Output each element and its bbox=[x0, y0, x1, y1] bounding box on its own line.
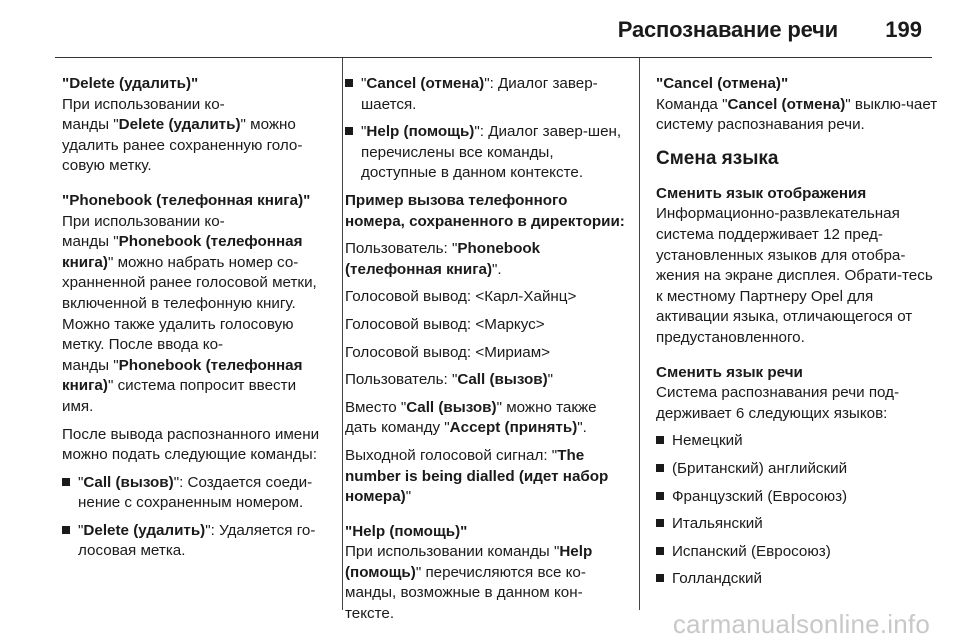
column-1 bbox=[62, 74, 330, 569]
voice-output-line: Голосовой вывод: <Мириам> bbox=[345, 343, 551, 361]
list-item: Голландский bbox=[656, 569, 938, 590]
cancel-heading: "Cancel (отмена)" bbox=[656, 75, 789, 92]
column-2 bbox=[345, 74, 625, 632]
list-item: "Delete (удалить)": Удаляется го-лосовая метка. bbox=[62, 521, 330, 562]
page-header bbox=[0, 0, 960, 46]
column-divider-2 bbox=[639, 58, 640, 610]
list-item: Испанский (Евросоюз) bbox=[656, 542, 938, 563]
voice-output-line: Голосовой вывод: <Маркус> bbox=[345, 315, 545, 333]
help-paragraph: При использовании команды "Help (помощь)" перечисляются все ко-манды, возможные в данном кон-тексте. bbox=[345, 543, 593, 623]
instead-paragraph: Вместо "Call (вызов)" можно также дать команду "Accept (принять)". bbox=[345, 398, 597, 437]
command-list-2 bbox=[345, 74, 625, 184]
signal-paragraph: Выходной голосовой сигнал: "The number is being dialled (идет набор номера)" bbox=[345, 446, 609, 506]
list-item: "Cancel (отмена)": Диалог завер-шается. bbox=[345, 74, 625, 115]
speech-language-heading: Сменить язык речи bbox=[656, 363, 803, 381]
column-3 bbox=[656, 74, 938, 597]
cancel-paragraph: Команда "Cancel (отмена)" выклю-чает систему распознавания речи. bbox=[656, 95, 938, 134]
voice-output-line: Голосовой вывод: <Карл-Хайнц> bbox=[345, 288, 577, 306]
speech-language-text: Система распознавания речи под-держивает 6 следующих языков: bbox=[656, 384, 900, 422]
list-item: "Help (помощь)": Диалог завер-шен, перечислены все команды, доступные в данном контексте. bbox=[345, 122, 625, 184]
delete-paragraph: При использовании ко- манды "Delete (удалить)" можно удалить ранее сохраненную голо-совую метку. bbox=[62, 95, 303, 175]
list-item: "Call (вызов)": Создается соеди-нение с сохраненным номером. bbox=[62, 473, 330, 514]
language-list bbox=[656, 431, 938, 590]
list-item: Немецкий bbox=[656, 431, 938, 452]
list-item: Итальянский bbox=[656, 514, 938, 535]
phonebook-heading: "Phonebook (телефонная книга)" bbox=[62, 191, 311, 209]
header-rule bbox=[55, 57, 932, 58]
display-language-text: Информационно-развлекательная система поддерживает 12 пред-установленных языков для отобра-жения на экране дисплея. Обрати-тесь к местному Партнеру Opel для активации языка, отличающегося от предустановленного. bbox=[656, 205, 933, 346]
display-language-heading: Сменить язык отображения bbox=[656, 184, 867, 202]
command-list-1 bbox=[62, 473, 330, 562]
page-number: 199 bbox=[885, 17, 922, 42]
watermark: carmanualsonline.info bbox=[672, 609, 930, 639]
help-heading: "Help (помощь)" bbox=[345, 522, 468, 540]
page-title: Распознавание речи bbox=[617, 17, 838, 42]
section-heading: Смена языка bbox=[656, 147, 779, 169]
user-call-line: Пользователь: "Call (вызов)" bbox=[345, 371, 554, 389]
after-name-paragraph: После вывода распознанного имени можно подать следующие команды: bbox=[62, 425, 320, 464]
list-item: Французский (Евросоюз) bbox=[656, 487, 938, 508]
phonebook-paragraph: При использовании ко- манды "Phonebook (телефонная книга)" можно набрать номер со-хранненной ранее голосовой метки, включенной в телефонную книгу. Можно также удалить голосовую метку. После ввода ко- манды "Phonebook (телефонная книга)" система попросит ввести имя. bbox=[62, 212, 317, 415]
list-item: (Британский) английский bbox=[656, 459, 938, 480]
column-divider-1 bbox=[342, 58, 343, 610]
delete-heading: "Delete (удалить)" bbox=[62, 75, 199, 92]
user-phonebook-line: Пользователь: "Phonebook (телефонная книга)". bbox=[345, 240, 541, 278]
example-heading: Пример вызова телефонного номера, сохраненного в директории: bbox=[345, 191, 625, 230]
